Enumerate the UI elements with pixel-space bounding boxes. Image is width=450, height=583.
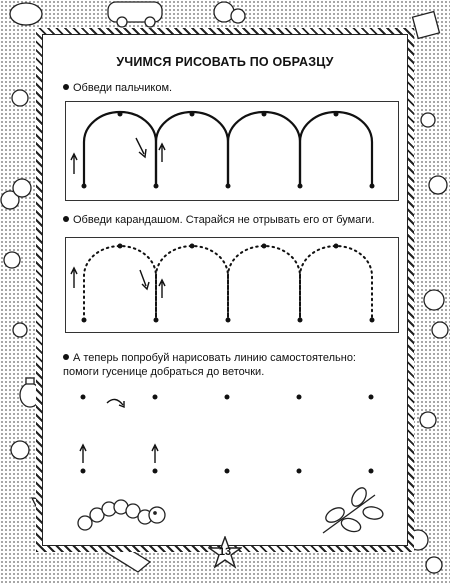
toy-car-icon xyxy=(108,2,162,27)
striped-frame xyxy=(36,28,414,552)
page-number-badge xyxy=(208,536,242,570)
task-1-instruction xyxy=(63,81,172,95)
task-3-line-2: помоги гусенице добраться до веточки. xyxy=(63,366,265,378)
dotted-arches xyxy=(66,238,397,331)
solid-arches xyxy=(66,102,397,199)
direction-arrow-icon xyxy=(80,399,158,463)
content-area xyxy=(42,34,408,546)
free-drawing-area[interactable] xyxy=(65,375,399,545)
task-3-line-1: А теперь попробуй нарисовать линию самостоятельно: xyxy=(73,352,356,364)
task-2-instruction xyxy=(63,213,375,227)
task-2-text: Обведи карандашом. Старайся не отрывать его от бумаги. xyxy=(73,214,375,226)
task-2-tracing-box xyxy=(65,237,399,333)
bullet-icon xyxy=(63,216,69,222)
leaf-branch-icon xyxy=(323,485,384,534)
direction-arrow-icon xyxy=(71,268,165,298)
task-1-text: Обведи пальчиком. xyxy=(73,82,173,94)
caterpillar-icon xyxy=(78,500,165,530)
bullet-icon xyxy=(63,354,69,360)
bullet-icon xyxy=(63,84,69,90)
task-1-tracing-box xyxy=(65,101,399,201)
page-title: УЧИМСЯ РИСОВАТЬ ПО ОБРАЗЦУ xyxy=(116,55,334,69)
page-number: 13 xyxy=(218,546,232,558)
